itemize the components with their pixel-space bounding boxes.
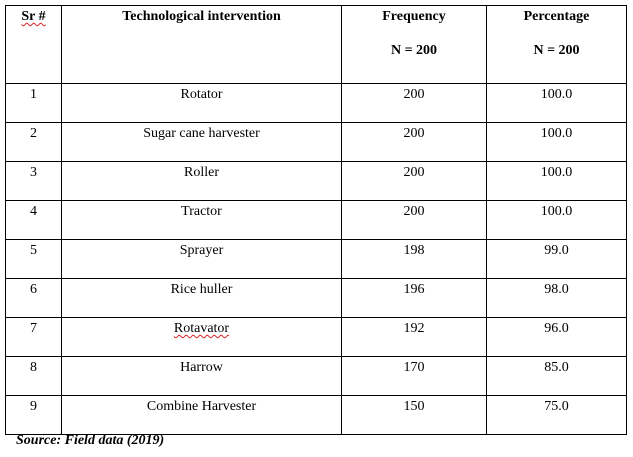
table-row: [6, 162, 627, 201]
cell-percentage: 100.0: [487, 123, 627, 162]
cell-frequency: 196: [342, 279, 487, 318]
cell-sr: 8: [6, 357, 62, 396]
cell-frequency: 150: [342, 396, 487, 435]
header-intervention-label: Technological intervention: [122, 9, 281, 24]
cell-intervention: Harrow: [62, 357, 342, 396]
cell-intervention: Tractor: [62, 201, 342, 240]
cell-intervention: Sugar cane harvester: [62, 123, 342, 162]
header-percentage-n: N = 200: [533, 43, 580, 58]
cell-sr: 4: [6, 201, 62, 240]
cell-percentage: 99.0: [487, 240, 627, 279]
cell-sr: 6: [6, 279, 62, 318]
cell-frequency: 200: [342, 84, 487, 123]
header-sr-label: Sr #: [21, 9, 46, 24]
cell-intervention-text: Rotavator: [173, 321, 230, 336]
header-percentage-label: Percentage: [523, 9, 590, 24]
header-intervention: [62, 6, 342, 84]
cell-intervention: Combine Harvester: [62, 396, 342, 435]
table-row: [6, 240, 627, 279]
header-sr: [6, 6, 62, 84]
table-row: [6, 201, 627, 240]
cell-percentage: 96.0: [487, 318, 627, 357]
cell-sr: 7: [6, 318, 62, 357]
cell-frequency: 192: [342, 318, 487, 357]
cell-frequency: 200: [342, 201, 487, 240]
table-row: [6, 357, 627, 396]
data-table: [5, 5, 627, 435]
cell-intervention: Rice huller: [62, 279, 342, 318]
cell-percentage: 100.0: [487, 162, 627, 201]
cell-percentage: 100.0: [487, 201, 627, 240]
header-frequency-label: Frequency: [382, 9, 446, 24]
cell-frequency: 198: [342, 240, 487, 279]
cell-sr: 1: [6, 84, 62, 123]
header-percentage: [487, 6, 627, 84]
cell-sr: 5: [6, 240, 62, 279]
cell-intervention: Sprayer: [62, 240, 342, 279]
table-header-row: [6, 6, 627, 84]
cell-percentage: 85.0: [487, 357, 627, 396]
table-row: [6, 84, 627, 123]
cell-frequency: 200: [342, 162, 487, 201]
cell-percentage: 100.0: [487, 84, 627, 123]
table-row: [6, 279, 627, 318]
cell-frequency: 200: [342, 123, 487, 162]
cell-sr: 2: [6, 123, 62, 162]
table-row: [6, 318, 627, 357]
table-row: [6, 396, 627, 435]
header-frequency-n: N = 200: [390, 43, 438, 58]
cell-intervention: Roller: [62, 162, 342, 201]
cell-intervention: Rotator: [62, 84, 342, 123]
header-frequency: [342, 6, 487, 84]
cell-sr: 3: [6, 162, 62, 201]
cell-sr: 9: [6, 396, 62, 435]
table-row: [6, 123, 627, 162]
cell-percentage: 98.0: [487, 279, 627, 318]
cell-percentage: 75.0: [487, 396, 627, 435]
source-note: Source: Field data (2019): [16, 433, 165, 448]
cell-frequency: 170: [342, 357, 487, 396]
cell-intervention: [62, 318, 342, 357]
